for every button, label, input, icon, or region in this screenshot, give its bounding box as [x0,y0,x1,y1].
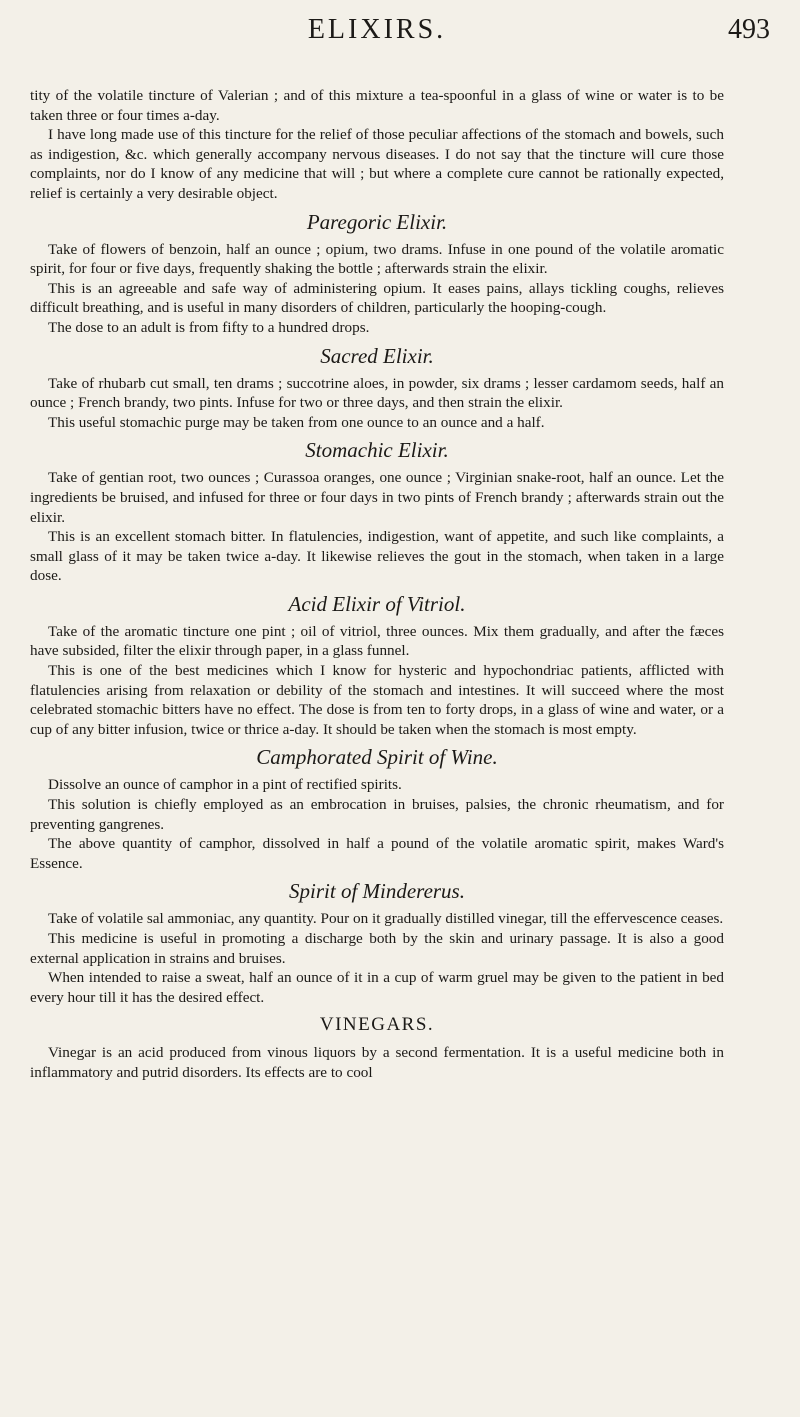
running-head [30,0,770,86]
paragraph: tity of the volatile tincture of Valerian ; and of this mixture a tea-spoonful in a glass of wine or water is to be taken three or four times a-day. [30,87,724,124]
section-heading: VINEGARS. [319,1014,435,1036]
paragraph: This useful stomachic purge may be taken from one ounce to an ounce and a half. [48,413,545,431]
recipe-heading: Acid Elixir of Vitriol. [288,591,466,616]
paragraph: This medicine is useful in promoting a discharge both by the skin and urinary passage. It is also a good external application in strains and bruises. [30,930,724,967]
paragraph: When intended to raise a sweat, half an ounce of it in a cup of warm gruel may be given to the patient in bed every hour till it has the desired effect. [30,969,724,1006]
page-text [30,86,724,1083]
recipe-heading: Paregoric Elixir. [306,209,448,234]
paragraph: This is an agreeable and safe way of administering opium. It eases pains, allays tickling coughs, relieves difficult breathing, and is useful in many disorders of children, particularly the hooping-cough. [30,279,724,317]
paragraph: Take of the aromatic tincture one pint ; oil of vitriol, three ounces. Mix them gradually, and after the fæces have subsided, filter the elixir through paper, in a glass funnel. [30,622,724,660]
recipe-heading: Sacred Elixir. [320,343,434,368]
paragraph: Take of gentian root, two ounces ; Curassoa oranges, one ounce ; Virginian snake-root, half an ounce. Let the ingredients be bruised, and infused for three or four days in two pints of French brandy ; afterwards strain out the elixir. [30,469,724,526]
paragraph: Take of flowers of benzoin, half an ounce ; opium, two drams. Infuse in one pound of the volatile aromatic spirit, for four or five days, frequently shaking the bottle ; afterwards strain the elixir. [30,240,724,278]
running-title: ELIXIRS. [307,14,447,45]
recipe-heading: Spirit of Mindererus. [289,879,465,904]
paragraph: Take of rhubarb cut small, ten drams ; succotrine aloes, in powder, six drams ; lesser cardamom seeds, half an ounce ; French brandy, two pints. Infuse for two or three days, and then strain the elixir. [30,374,724,412]
paragraph: Dissolve an ounce of camphor in a pint of rectified spirits. [48,776,402,794]
paragraph: The above quantity of camphor, dissolved in half a pound of the volatile aromatic spirit, makes Ward's Essence. [30,835,724,872]
paragraph: This solution is chiefly employed as an embrocation in bruises, palsies, the chronic rheumatism, and for preventing gangrenes. [30,796,724,833]
page-number: 493 [728,14,770,45]
recipe-heading: Camphorated Spirit of Wine. [256,745,498,770]
paragraph: The dose to an adult is from fifty to a hundred drops. [48,318,370,336]
paragraph: Take of volatile sal ammoniac, any quantity. Pour on it gradually distilled vinegar, till the effervescence ceases. [48,910,724,928]
paragraph: I have long made use of this tincture for the relief of those peculiar affections of the stomach and bowels, such as indigestion, &c. which generally accompany nervous diseases. I do not say that the tincture will cure those complaints, nor do I know of any medicine that will ; but where a complete cure cannot be rationally expected, relief is certainly a very desirable object. [30,126,724,202]
paragraph: This is one of the best medicines which I know for hysteric and hypochondriac patients, afflicted with flatulencies arising from relaxation or debility of the stomach and intestines. It will succeed where the most celebrated stomachic bitters have no effect. The dose is from ten to forty drops, in a glass of wine and water, or a cup of any bitter infusion, twice or thrice a-day. It should be taken when the stomach is most empty. [30,662,724,738]
paragraph: Vinegar is an acid produced from vinous liquors by a second fermentation. It is a useful medicine both in inflammatory and putrid disorders. Its effects are to cool [30,1044,724,1081]
paragraph: This is an excellent stomach bitter. In flatulencies, indigestion, want of appetite, and such like complaints, a small glass of it may be taken twice a-day. It likewise relieves the gout in the stomach, when taken in a large dose. [30,528,724,585]
recipe-heading: Stomachic Elixir. [305,438,449,463]
